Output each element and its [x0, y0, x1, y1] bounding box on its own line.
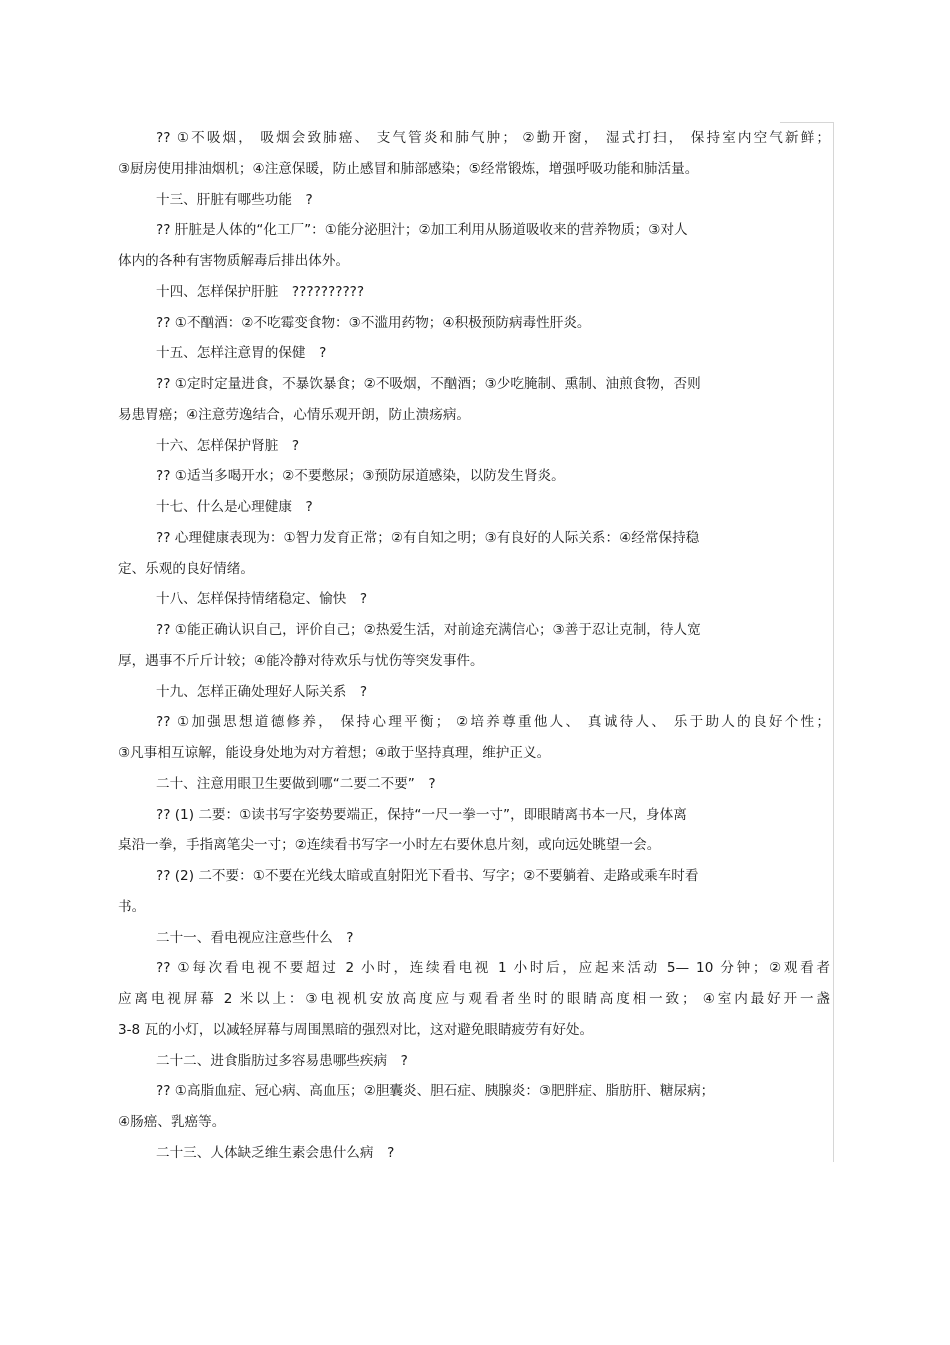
text-line: 十六、怎样保护肾脏 ? [156, 437, 300, 454]
text-line: ?? 肝脏是人体的“化工厂”：①能分泌胆汁；②加工利用从肠道吸收来的营养物质；③对人 [156, 222, 688, 239]
text-line: ③凡事相互谅解，能设身处地为对方着想；④敢于坚持真理，维护正义。 [118, 745, 551, 761]
text-line: 十四、怎样保护肝脏 ?????????? [156, 283, 365, 300]
text-line: 易患胃癌；④注意劳逸结合，心情乐观开朗，防止溃疡病。 [118, 406, 471, 423]
text-line: 十九、怎样正确处理好人际关系 ? [156, 683, 368, 700]
text-line: 体内的各种有害物质解毒后排出体外。 [118, 253, 350, 269]
text-line: ?? ①加强思想道德修养， 保持心理平衡； ②培养尊重他人、 真诚待人、 乐于助人的良好个性； [156, 714, 830, 731]
text-line: 十七、什么是心理健康 ? [156, 499, 313, 515]
text-line: 十五、怎样注意胃的保健 ? [156, 345, 327, 362]
text-line: 十八、怎样保持情绪稳定、愉快 ? [156, 591, 368, 608]
text-line: ?? ①能正确认识自己，评价自己；②热爱生活，对前途充满信心；③善于忍让克制，待人宽 [156, 622, 701, 638]
text-line: 3-8 瓦的小灯，以减轻屏幕与周围黑暗的强烈对比，这对避免眼睛疲劳有好处。 [118, 1021, 594, 1038]
page-border-right [833, 122, 834, 1162]
text-line: ?? ①适当多喝开水；②不要憋尿；③预防尿道感染，以防发生肾炎。 [156, 468, 565, 485]
text-line: ?? ①定时定量进食，不暴饮暴食；②不吸烟，不酗酒；③少吃腌制、熏制、油煎食物，否则 [156, 376, 701, 392]
text-line: 应离电视屏幕 2 米以上：③电视机安放高度应与观看者坐时的眼睛高度相一致； ④室内最好开一盏 [118, 991, 830, 1007]
text-line: 书。 [118, 898, 146, 915]
page-border-top [780, 122, 834, 123]
text-line: ?? ①不酗酒：②不吃霉变食物：③不滥用药物；④积极预防病毒性肝炎。 [156, 314, 591, 331]
text-line: ④肠癌、乳癌等。 [118, 1114, 226, 1130]
text-line: 二十一、看电视应注意些什么 ? [156, 929, 354, 946]
text-line: 厚，遇事不斤斤计较；④能冷静对待欢乐与忧伤等突发事件。 [118, 652, 484, 669]
text-line: 定、乐观的良好情绪。 [118, 560, 254, 577]
text-line: ?? ①不吸烟， 吸烟会致肺癌、 支气管炎和肺气肿； ②勤开窗， 湿式打扫， 保持室内空气新鲜； [156, 130, 830, 146]
text-line: ?? (1) 二要：①读书写字姿势要端正，保持“一尺一拳一寸”，即眼睛离书本一尺，身体离 [156, 806, 687, 823]
text-line: ?? ①高脂血症、冠心病、高血压；②胆囊炎、胆石症、胰腺炎：③肥胖症、脂肪肝、糖尿病； [156, 1083, 715, 1100]
text-line: 二十、注意用眼卫生要做到哪“二要二不要” ? [156, 775, 436, 792]
text-line: ?? (2) 二不要：①不要在光线太暗或直射阳光下看书、写字；②不要躺着、走路或乘车时看 [156, 868, 699, 884]
text-line: ?? ①每次看电视不要超过 2 小时，连续看电视 1 小时后，应起来活动 5— 10 分钟；②观看者 [156, 960, 830, 977]
text-line: ③厨房使用排油烟机；④注意保暖，防止感冒和肺部感染；⑤经常锻炼，增强呼吸功能和肺活量。 [118, 160, 699, 177]
text-line: 十三、肝脏有哪些功能 ? [156, 191, 313, 208]
text-line: ?? 心理健康表现为：①智力发育正常；②有自知之明；③有良好的人际关系：④经常保持稳 [156, 529, 700, 546]
text-line: 二十二、进食脂肪过多容易患哪些疾病 ? [156, 1052, 408, 1069]
text-line: 二十三、人体缺乏维生素会患什么病 ? [156, 1144, 395, 1161]
text-line: 桌沿一拳，手指离笔尖一寸；②连续看书写字一小时左右要休息片刻，或向远处眺望一会。 [118, 837, 661, 854]
